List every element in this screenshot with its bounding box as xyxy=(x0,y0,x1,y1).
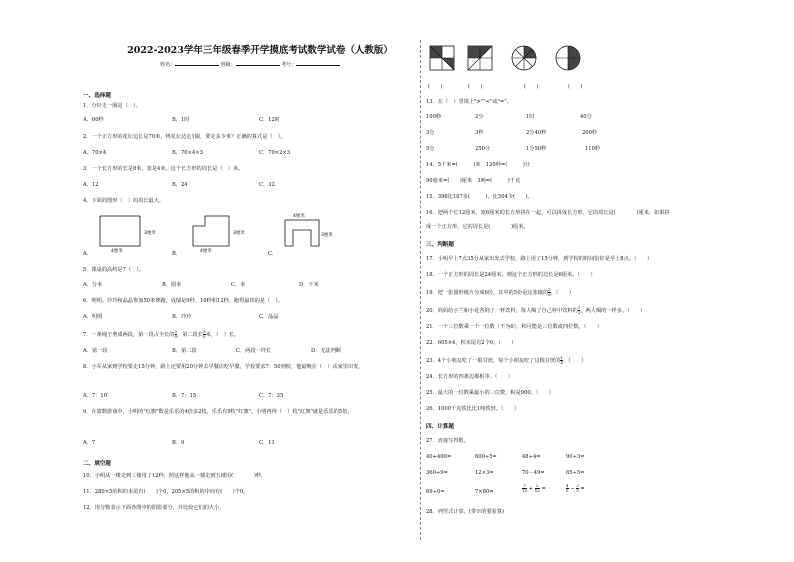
q1-option-c[interactable]: C．12时 xyxy=(259,117,280,123)
q13-r1-d: 40分 xyxy=(580,114,592,120)
section-fill-in: 二、填空题 xyxy=(83,461,111,467)
q20-fraction: $\frac{1}{2}$ xyxy=(577,305,581,315)
q8-option-c[interactable]: C．7：35 xyxy=(259,393,284,399)
section-calculation: 四、计算题 xyxy=(426,424,454,430)
question-17: 17．小明早上7点35分从家出发去学校，路上用了15分钟，到学校的时间恰好是早上8点。（ ） xyxy=(426,256,653,262)
fig-answer-1[interactable]: ( ) xyxy=(428,84,443,90)
q27-r1-d: 90÷3= xyxy=(566,454,585,460)
question-12: 12．用分数表示下面各图中的阴影部分，并比较它们的大小。 xyxy=(83,505,225,511)
question-11: 11．280×5的积的末尾有( )个0，205×5的积的中间有( )个0。 xyxy=(83,489,249,495)
name-label: 姓名： xyxy=(160,62,176,68)
figure-b-height-label: 3厘米 xyxy=(233,231,245,236)
class-label: 班级： xyxy=(220,62,236,68)
q19-text-2: 。（ ） xyxy=(550,290,575,296)
q27-fraction-2: $\frac{2}{10}$ xyxy=(534,483,540,493)
q5-option-c[interactable]: C．米 xyxy=(231,282,246,288)
q27-r1-a: 40+400= xyxy=(426,454,452,460)
q7-fraction-1: $\frac{3}{5}$ xyxy=(174,329,178,339)
figure-b-width-label: 4厘米 xyxy=(200,249,212,254)
q9-option-b[interactable]: B．9 xyxy=(172,440,185,446)
question-27: 27．直接写得数。 xyxy=(426,438,469,444)
q27-r3-c: $\frac{7}{10}$ + $\frac{2}{10}$ = xyxy=(522,483,546,493)
question-2: 2．一个正方形的花坛边长是70米，绕花坛边走1圈，要走多少米？正确的算式是（ ）。 xyxy=(83,134,286,140)
circle-figure-2 xyxy=(556,46,580,70)
q13-r1-a: 100秒 xyxy=(426,114,442,120)
q23-text-2: 。（ ） xyxy=(562,358,587,364)
question-18: 18．一个正方形的周长是24厘米，则这个正方形的边长是6厘米。（ ） xyxy=(426,272,596,278)
q20-text-1: 20．妈妈给小兰和小花各倒了一杯饮料，每人喝了自己杯中饮料的 xyxy=(426,308,578,314)
q7-option-c[interactable]: C．两段一样长 xyxy=(236,348,272,354)
q12-shaded-figures xyxy=(426,44,596,76)
exam-no-blank[interactable] xyxy=(296,60,340,66)
circle-figure-1 xyxy=(512,46,536,70)
q13-r3-b: 250分 xyxy=(475,146,491,152)
q27-r1-b: 600÷5= xyxy=(475,454,497,460)
q4-option-b[interactable]: B． xyxy=(172,251,181,257)
q27-fraction-4: $\frac{3}{5}$ xyxy=(576,483,579,493)
question-24: 24．长方形的四条边都相等。（ ） xyxy=(426,374,514,380)
figure-a-rectangle xyxy=(100,216,140,246)
question-19 xyxy=(426,288,574,297)
name-blank[interactable] xyxy=(175,60,219,66)
question-5: 5．课桌的高约是7（ ）。 xyxy=(83,267,145,273)
q13-r3-a: 5分 xyxy=(426,146,435,152)
q27-r2-b: 12×3= xyxy=(475,470,494,476)
q6-option-a[interactable]: A．明明 xyxy=(83,314,103,320)
question-23 xyxy=(426,356,586,365)
q27-r2-c: 70－49= xyxy=(522,470,545,476)
q13-r2-c: 2分40秒 xyxy=(526,130,547,136)
q23-fraction: $\frac{1}{4}$ xyxy=(560,355,563,365)
q4-option-c[interactable]: C． xyxy=(268,251,278,257)
q9-option-c[interactable]: C．11 xyxy=(259,440,275,446)
question-22: 22．605×4，积末尾有2个0。（ ） xyxy=(426,340,517,346)
q2-option-a[interactable]: A．70×4 xyxy=(83,150,107,156)
q6-option-b[interactable]: B．玲玲 xyxy=(172,314,192,320)
figure-a-height-label: 3厘米 xyxy=(144,231,156,236)
student-info-row xyxy=(160,60,340,68)
q13-r2-d: 200秒 xyxy=(582,130,598,136)
q2-option-b[interactable]: B．70×4×3 xyxy=(172,150,203,156)
q13-r2-b: 3秒 xyxy=(475,130,484,136)
q5-option-a[interactable]: A．分米 xyxy=(83,282,103,288)
question-15: 15．396比187多( )，比504少( )。 xyxy=(426,194,533,200)
q5-option-b[interactable]: B．厘米 xyxy=(162,282,182,288)
q7-fraction-2: $\frac{3}{5}$ xyxy=(203,329,206,339)
question-20 xyxy=(426,306,645,315)
fig-answer-3[interactable]: ( ) xyxy=(524,84,539,90)
section-choice: 一、选择题 xyxy=(83,93,111,99)
class-blank[interactable] xyxy=(236,60,280,66)
figure-b-step-shape xyxy=(193,216,229,246)
q23-text-1: 23．4个小朋友吃了一根甘蔗，每个小朋友吃了这根甘蔗的 xyxy=(426,358,561,364)
exam-no-label: 考号： xyxy=(281,62,297,68)
figure-c-arch-shape xyxy=(285,220,319,246)
question-16-line-2: 成一个正方形，它的周长是( )厘米。 xyxy=(426,224,529,230)
q5-option-d[interactable]: D．千米 xyxy=(299,282,319,288)
q13-r3-d: 110秒 xyxy=(585,146,601,152)
q27-fraction-1: $\frac{7}{10}$ xyxy=(522,483,528,493)
question-10: 10．小明从一楼走到三楼用了12秒，照这样他从一楼走到五楼用( )秒。 xyxy=(83,473,267,479)
section-judgement: 三、判断题 xyxy=(426,242,454,248)
q3-option-c[interactable]: C．32 xyxy=(259,182,275,188)
q27-r2-a: 360÷9= xyxy=(426,470,448,476)
question-1: 1．分针走一圈是（ ）。 xyxy=(83,103,141,109)
question-6: 6．明明、玲玲和晶晶参加50米赛跑，成绩是9秒、10秒和12秒，跑得最快的是（ ）。 xyxy=(83,298,284,304)
q20-text-2: ，两人喝的一样多。（ ） xyxy=(580,308,646,314)
question-3: 3．一个长方形的长是8米，宽是4米，这个长方形的周长是（ ）米。 xyxy=(83,166,244,172)
question-16-line-1: 16．把两个长12厘米，宽6厘米的长方形拼在一起，可以拼成长方形，它的周长是( )厘米，如果拼 xyxy=(426,210,670,216)
q2-option-c[interactable]: C．70×2×3 xyxy=(259,150,291,156)
question-4: 4．下面的图形（ ）的周长最大。 xyxy=(83,198,165,204)
q7-text-1: 7．一条绳子剪成两段，第一段占全长的 xyxy=(83,332,175,338)
q7-option-d[interactable]: D．无法判断 xyxy=(311,348,342,354)
q27-r2-d: 65÷5= xyxy=(566,470,585,476)
q8-option-a[interactable]: A．7：10 xyxy=(83,393,108,399)
q7-text-3: 米，（ ）长。 xyxy=(205,332,240,338)
question-7 xyxy=(83,330,239,339)
question-25: 25．最大的一位数乘最小的三位数，积是900。（ ） xyxy=(426,390,555,396)
question-8: 8．小军从家到学校要走15分钟，路上还要用20分钟去早餐店吃早餐，学校要求7：50到校，他最晚在（ ）从家里出发。 xyxy=(83,364,364,370)
q7-text-2: ，第二段长 xyxy=(177,332,203,338)
q13-r1-c: 1时 xyxy=(526,114,535,120)
q19-fraction: $\frac{5}{6}$ xyxy=(548,287,551,297)
q6-option-c[interactable]: C．晶晶 xyxy=(259,314,279,320)
q7-option-b[interactable]: B．第二段 xyxy=(172,348,197,354)
question-21: 21．一个三位数乘一个一位数（不为0），积可能是三位数或四位数。（ ） xyxy=(426,324,602,330)
q19-text-1: 19．把一张圆形纸片分成6份，其中的5份是这张纸的 xyxy=(426,290,549,296)
q4-figures xyxy=(83,210,333,260)
figure-c-height-label: 3厘米 xyxy=(321,233,333,238)
q13-r2-a: 3分 xyxy=(426,130,435,136)
column-divider xyxy=(420,40,421,540)
q27-r3-a: 69÷0= xyxy=(426,489,445,495)
q8-option-b[interactable]: B．7：15 xyxy=(172,393,197,399)
q13-r3-c: 1分50秒 xyxy=(526,146,547,152)
question-28: 28．列竖式计算。(带※的要验算) xyxy=(426,509,505,515)
q13-r1-b: 2分 xyxy=(475,114,484,120)
question-14-line-1: 14．5千米=( )米 120秒=( )分 xyxy=(426,162,531,168)
q3-option-a[interactable]: A．12 xyxy=(83,182,99,188)
question-14-line-2: 90毫米=( )厘米 3吨=( )千克 xyxy=(426,178,521,184)
q3-option-b[interactable]: B．24 xyxy=(172,182,188,188)
question-26: 26．1000千克铁比比1吨铁轻。（ ） xyxy=(426,406,520,412)
question-9: 9．在猜数游戏中，小明的"红旗"数是乐乐的4倍多2枚，乐乐有9枚"红旗"，小明再得（ ）枚"红旗"就是乐乐的5倍。 xyxy=(83,409,353,415)
figure-a-width-label: 4厘米 xyxy=(111,249,123,254)
q7-option-a[interactable]: A．第一段 xyxy=(83,348,108,354)
q4-option-a[interactable]: A． xyxy=(83,251,92,257)
q27-fraction-3: $\frac{4}{5}$ xyxy=(566,483,569,493)
question-13: 13．在（ ）里填上">""<"或"="。 xyxy=(426,99,512,105)
square-figure-2 xyxy=(468,46,492,70)
q27-r1-c: 48÷4= xyxy=(522,454,541,460)
q9-option-a[interactable]: A．7 xyxy=(83,440,96,446)
q27-r3-d: $\frac{4}{5}$ − $\frac{3}{5}$ = xyxy=(566,483,585,493)
q1-option-b[interactable]: B．1时 xyxy=(172,117,190,123)
fig-answer-2[interactable]: ( ) xyxy=(468,84,483,90)
q1-option-a[interactable]: A．60秒 xyxy=(83,117,104,123)
page-title: 2022-2023学年三年级春季开学摸底考试数学试卷（人教版） xyxy=(127,45,393,56)
q27-r3-b: 7×80= xyxy=(475,489,494,495)
fig-answer-4[interactable]: ( ) xyxy=(568,84,583,90)
figure-c-width-label: 4厘米 xyxy=(293,214,305,219)
square-figure-1 xyxy=(430,46,454,70)
